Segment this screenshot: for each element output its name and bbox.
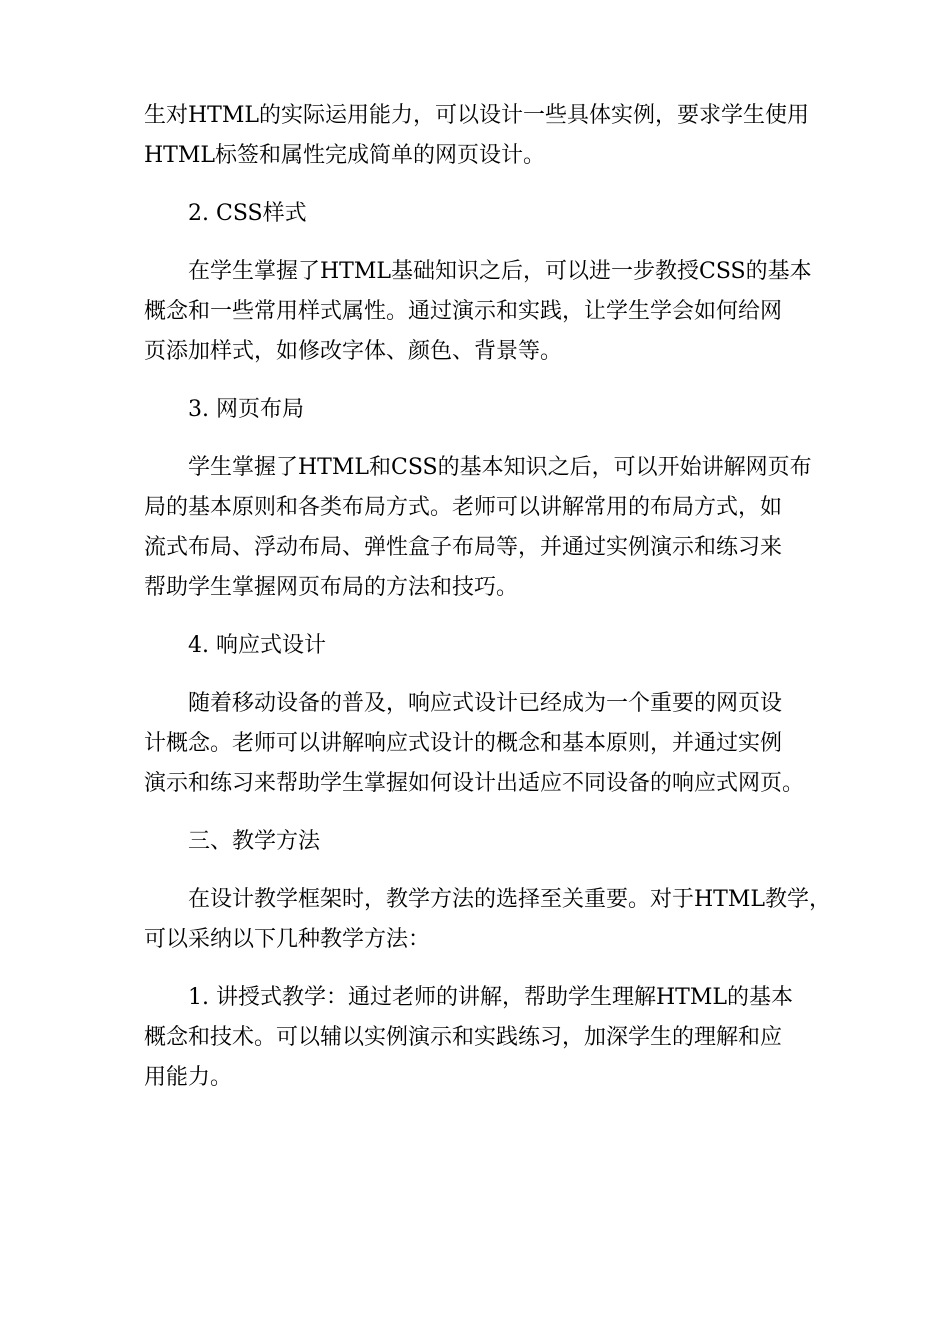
document-body	[144, 103, 831, 1105]
section-heading-layout: 3. 网页布局	[188, 397, 304, 422]
paragraph-line: 随着移动设备的普及，响应式设计已经成为一个重要的网页设	[188, 691, 783, 716]
list-item-line: 概念和技术。可以辅以实例演示和实践练习，加深学生的理解和应	[144, 1025, 783, 1050]
list-item-line: 1. 讲授式教学：通过老师的讲解，帮助学生理解HTML的基本	[188, 985, 793, 1010]
paragraph-line: 计概念。老师可以讲解响应式设计的概念和基本原则，并通过实例	[144, 731, 783, 756]
text-line: HTML标签和属性完成简单的网页设计。	[144, 143, 545, 168]
paragraph-line: 流式布局、浮动布局、弹性盒子布局等，并通过实例演示和练习来	[144, 535, 783, 560]
text-line: 生对HTML的实际运用能力，可以设计一些具体实例，要求学生使用	[144, 103, 809, 128]
paragraph-line: 在学生掌握了HTML基础知识之后，可以进一步教授CSS的基本	[188, 259, 812, 284]
paragraph-line: 演示和练习来帮助学生掌握如何设计出适应不同设备的响应式网页。	[144, 771, 805, 796]
paragraph-line: 学生掌握了HTML和CSS的基本知识之后，可以开始讲解网页布	[188, 455, 812, 480]
paragraph-line: 页添加样式，如修改字体、颜色、背景等。	[144, 339, 563, 364]
paragraph-line: 局的基本原则和各类布局方式。老师可以讲解常用的布局方式，如	[144, 495, 783, 520]
paragraph-line: 可以采纳以下几种教学方法：	[144, 927, 431, 952]
section-heading-teaching-methods: 三、教学方法	[188, 829, 321, 854]
list-item-line: 用能力。	[144, 1065, 233, 1090]
paragraph-line: 概念和一些常用样式属性。通过演示和实践，让学生学会如何给网	[144, 299, 783, 324]
section-heading-responsive: 4. 响应式设计	[188, 633, 326, 658]
section-heading-css: 2. CSS样式	[188, 201, 307, 226]
paragraph-line: 在设计教学框架时，教学方法的选择至关重要。对于HTML教学，	[188, 887, 831, 912]
paragraph-line: 帮助学生掌握网页布局的方法和技巧。	[144, 575, 519, 600]
